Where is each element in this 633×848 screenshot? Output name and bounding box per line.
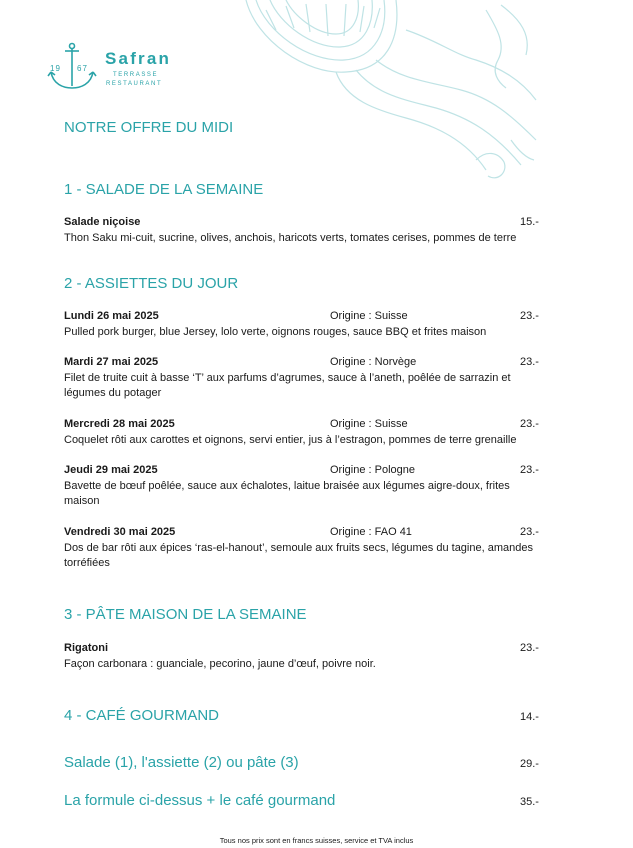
item-price: 23.- (520, 464, 539, 476)
restaurant-logo (47, 42, 197, 92)
page-title: NOTRE OFFRE DU MIDI (64, 119, 234, 136)
item-name: Rigatoni (64, 642, 108, 654)
menu-item-mardi (64, 355, 544, 402)
footer-note: Tous nos prix sont en francs suisses, service et TVA inclus (219, 836, 414, 845)
section-heading-pate: 3 - PÂTE MAISON DE LA SEMAINE (64, 606, 307, 623)
cafe-price: 14.- (520, 711, 539, 723)
logo-year-left: 19 (50, 64, 61, 73)
menu-item-rigatoni (64, 641, 544, 672)
formule-price: 35.- (520, 796, 539, 808)
item-description: Dos de bar rôti aux épices ‘ras-el-hanout’, semoule aux fruits secs, légumes du tagine, amandes torréfiées (64, 541, 533, 569)
item-description: Façon carbonara : guanciale, pecorino, jaune d’œuf, poivre noir. (64, 657, 376, 670)
item-name: Jeudi 29 mai 2025 (64, 464, 158, 476)
item-description: Pulled pork burger, blue Jersey, lolo verte, oignons rouges, sauce BBQ et frites maison (64, 325, 487, 338)
menu-item-mercredi (64, 417, 544, 448)
section-heading-salade: 1 - SALADE DE LA SEMAINE (64, 181, 264, 198)
item-description: Filet de truite cuit à basse ‘T’ aux parfums d’agrumes, sauce à l’aneth, poêlée de sarrazin et légumes du potager (64, 371, 511, 399)
section-heading-assiettes: 2 - ASSIETTES DU JOUR (64, 275, 239, 292)
item-price: 23.- (520, 310, 539, 322)
item-price: 23.- (520, 526, 539, 538)
logo-subtitle-terrasse: TERRASSE (113, 72, 159, 78)
item-price: 23.- (520, 356, 539, 368)
item-name: Mardi 27 mai 2025 (64, 356, 159, 368)
item-origin: Origine : FAO 41 (330, 526, 412, 538)
item-name: Vendredi 30 mai 2025 (64, 526, 176, 538)
menu-item-vendredi (64, 525, 544, 572)
item-origin: Origine : Suisse (330, 418, 408, 430)
item-price: 15.- (520, 216, 539, 228)
menu-item-salade (64, 215, 544, 246)
item-origin: Origine : Suisse (330, 310, 408, 322)
item-name: Lundi 26 mai 2025 (64, 310, 159, 322)
logo-brand: Safran (105, 49, 172, 68)
item-name: Salade niçoise (64, 216, 141, 228)
item-name: Mercredi 28 mai 2025 (64, 418, 175, 430)
formule-line: La formule ci-dessus + le café gourmand (64, 792, 336, 809)
formule-line: Salade (1), l'assiette (2) ou pâte (3) (64, 754, 299, 771)
item-description: Coquelet rôti aux carottes et oignons, servi entier, jus à l’estragon, pommes de terre grenaille (64, 433, 517, 446)
section-heading-cafe: 4 - CAFÉ GOURMAND (64, 707, 220, 724)
item-origin: Origine : Norvège (330, 356, 417, 368)
item-description: Bavette de bœuf poêlée, sauce aux échalotes, laitue braisée aux légumes aigre-doux, frites maison (64, 479, 510, 507)
item-origin: Origine : Pologne (330, 464, 415, 476)
menu-item-jeudi (64, 463, 544, 510)
logo-subtitle-restaurant: RESTAURANT (106, 81, 163, 87)
item-price: 23.- (520, 642, 539, 654)
item-description: Thon Saku mi-cuit, sucrine, olives, anchois, haricots verts, tomates cerises, pommes de terre (64, 231, 517, 244)
item-price: 23.- (520, 418, 539, 430)
formule-price: 29.- (520, 758, 539, 770)
menu-item-lundi (64, 309, 544, 340)
logo-year-right: 67 (77, 64, 88, 73)
jellyfish-illustration (236, 0, 556, 190)
